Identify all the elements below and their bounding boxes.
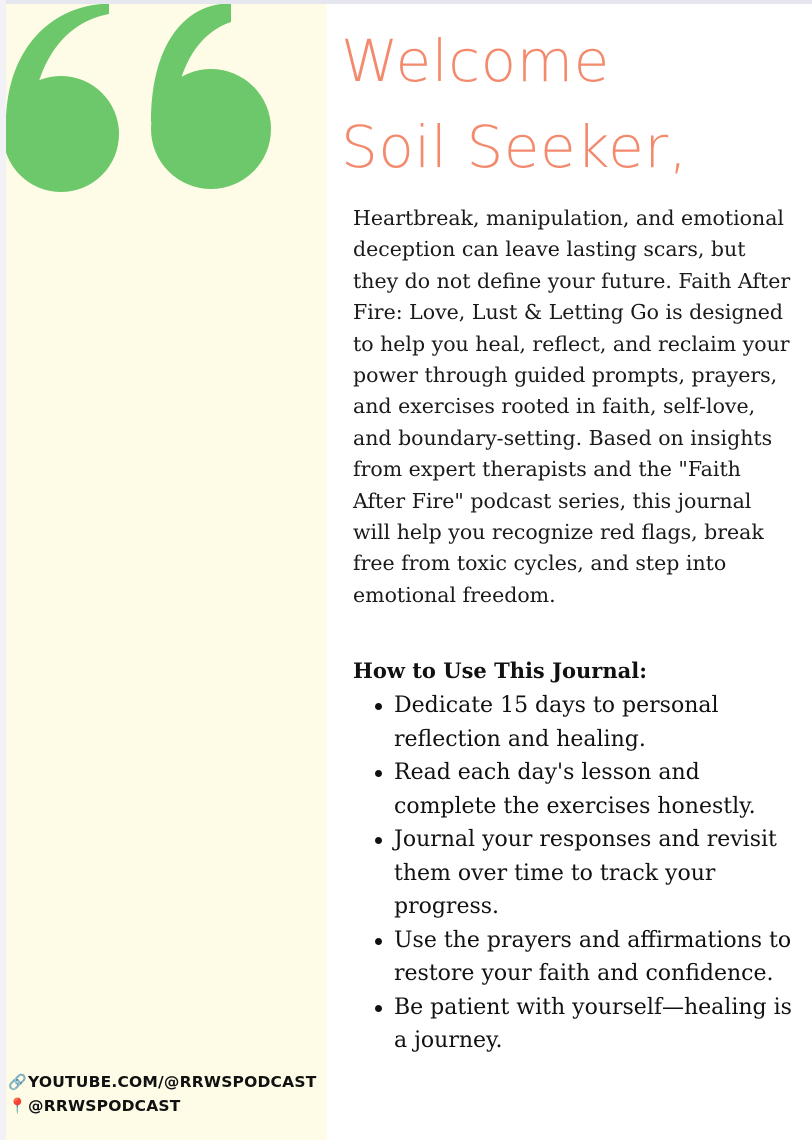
list-item: [353, 756, 793, 823]
social-handle: @RRWSPODCAST: [28, 1097, 181, 1115]
handle-row: [8, 1094, 316, 1118]
bullet-icon: [375, 703, 382, 710]
social-links: [8, 1070, 316, 1118]
title-line-1: Welcome: [341, 27, 610, 95]
list-item-text: Read each day's lesson and complete the exercises honestly.: [394, 760, 756, 819]
youtube-link-row[interactable]: [8, 1070, 316, 1094]
intro-paragraph: Heartbreak, manipulation, and emotional deception can leave lasting scars, but they do not define your future. Faith After Fire: Love, Lust & Letting Go is designed to help you heal, reflect, and reclaim your power through guided prompts, prayers, and exercises rooted in faith, self-love, and boundary-setting. Based on insights from expert therapists and the "Faith After Fire" podcast series, this journal will help you recognize red flags, break free from toxic cycles, and step into emotional freedom.: [353, 206, 791, 607]
page-title: [341, 18, 801, 190]
list-item-text: Journal your responses and revisit them over time to track your progress.: [394, 827, 777, 919]
youtube-url[interactable]: YOUTUBE.COM/@RRWSPODCAST: [28, 1073, 317, 1091]
list-item: [353, 823, 793, 924]
quote-mark-icon: [6, 4, 286, 204]
how-to-title: How to Use This Journal:: [353, 658, 647, 683]
list-item-text: Be patient with yourself—healing is a journey.: [394, 994, 792, 1053]
bullet-icon: [375, 837, 382, 844]
link-icon: 🔗: [8, 1073, 27, 1091]
main-content: [341, 0, 801, 190]
how-to-section: [353, 655, 793, 1058]
list-item: [353, 924, 793, 991]
list-item-text: Use the prayers and affirmations to restore your faith and confidence.: [394, 927, 792, 986]
how-to-list: [353, 689, 793, 1058]
bullet-icon: [375, 938, 382, 945]
pin-icon: 📍: [8, 1097, 27, 1115]
list-item-text: Dedicate 15 days to personal reflection and healing.: [394, 693, 719, 752]
bullet-icon: [375, 1005, 382, 1012]
bullet-icon: [375, 770, 382, 777]
list-item: [353, 689, 793, 756]
title-line-2: Soil Seeker,: [341, 113, 688, 181]
list-item: [353, 991, 793, 1058]
